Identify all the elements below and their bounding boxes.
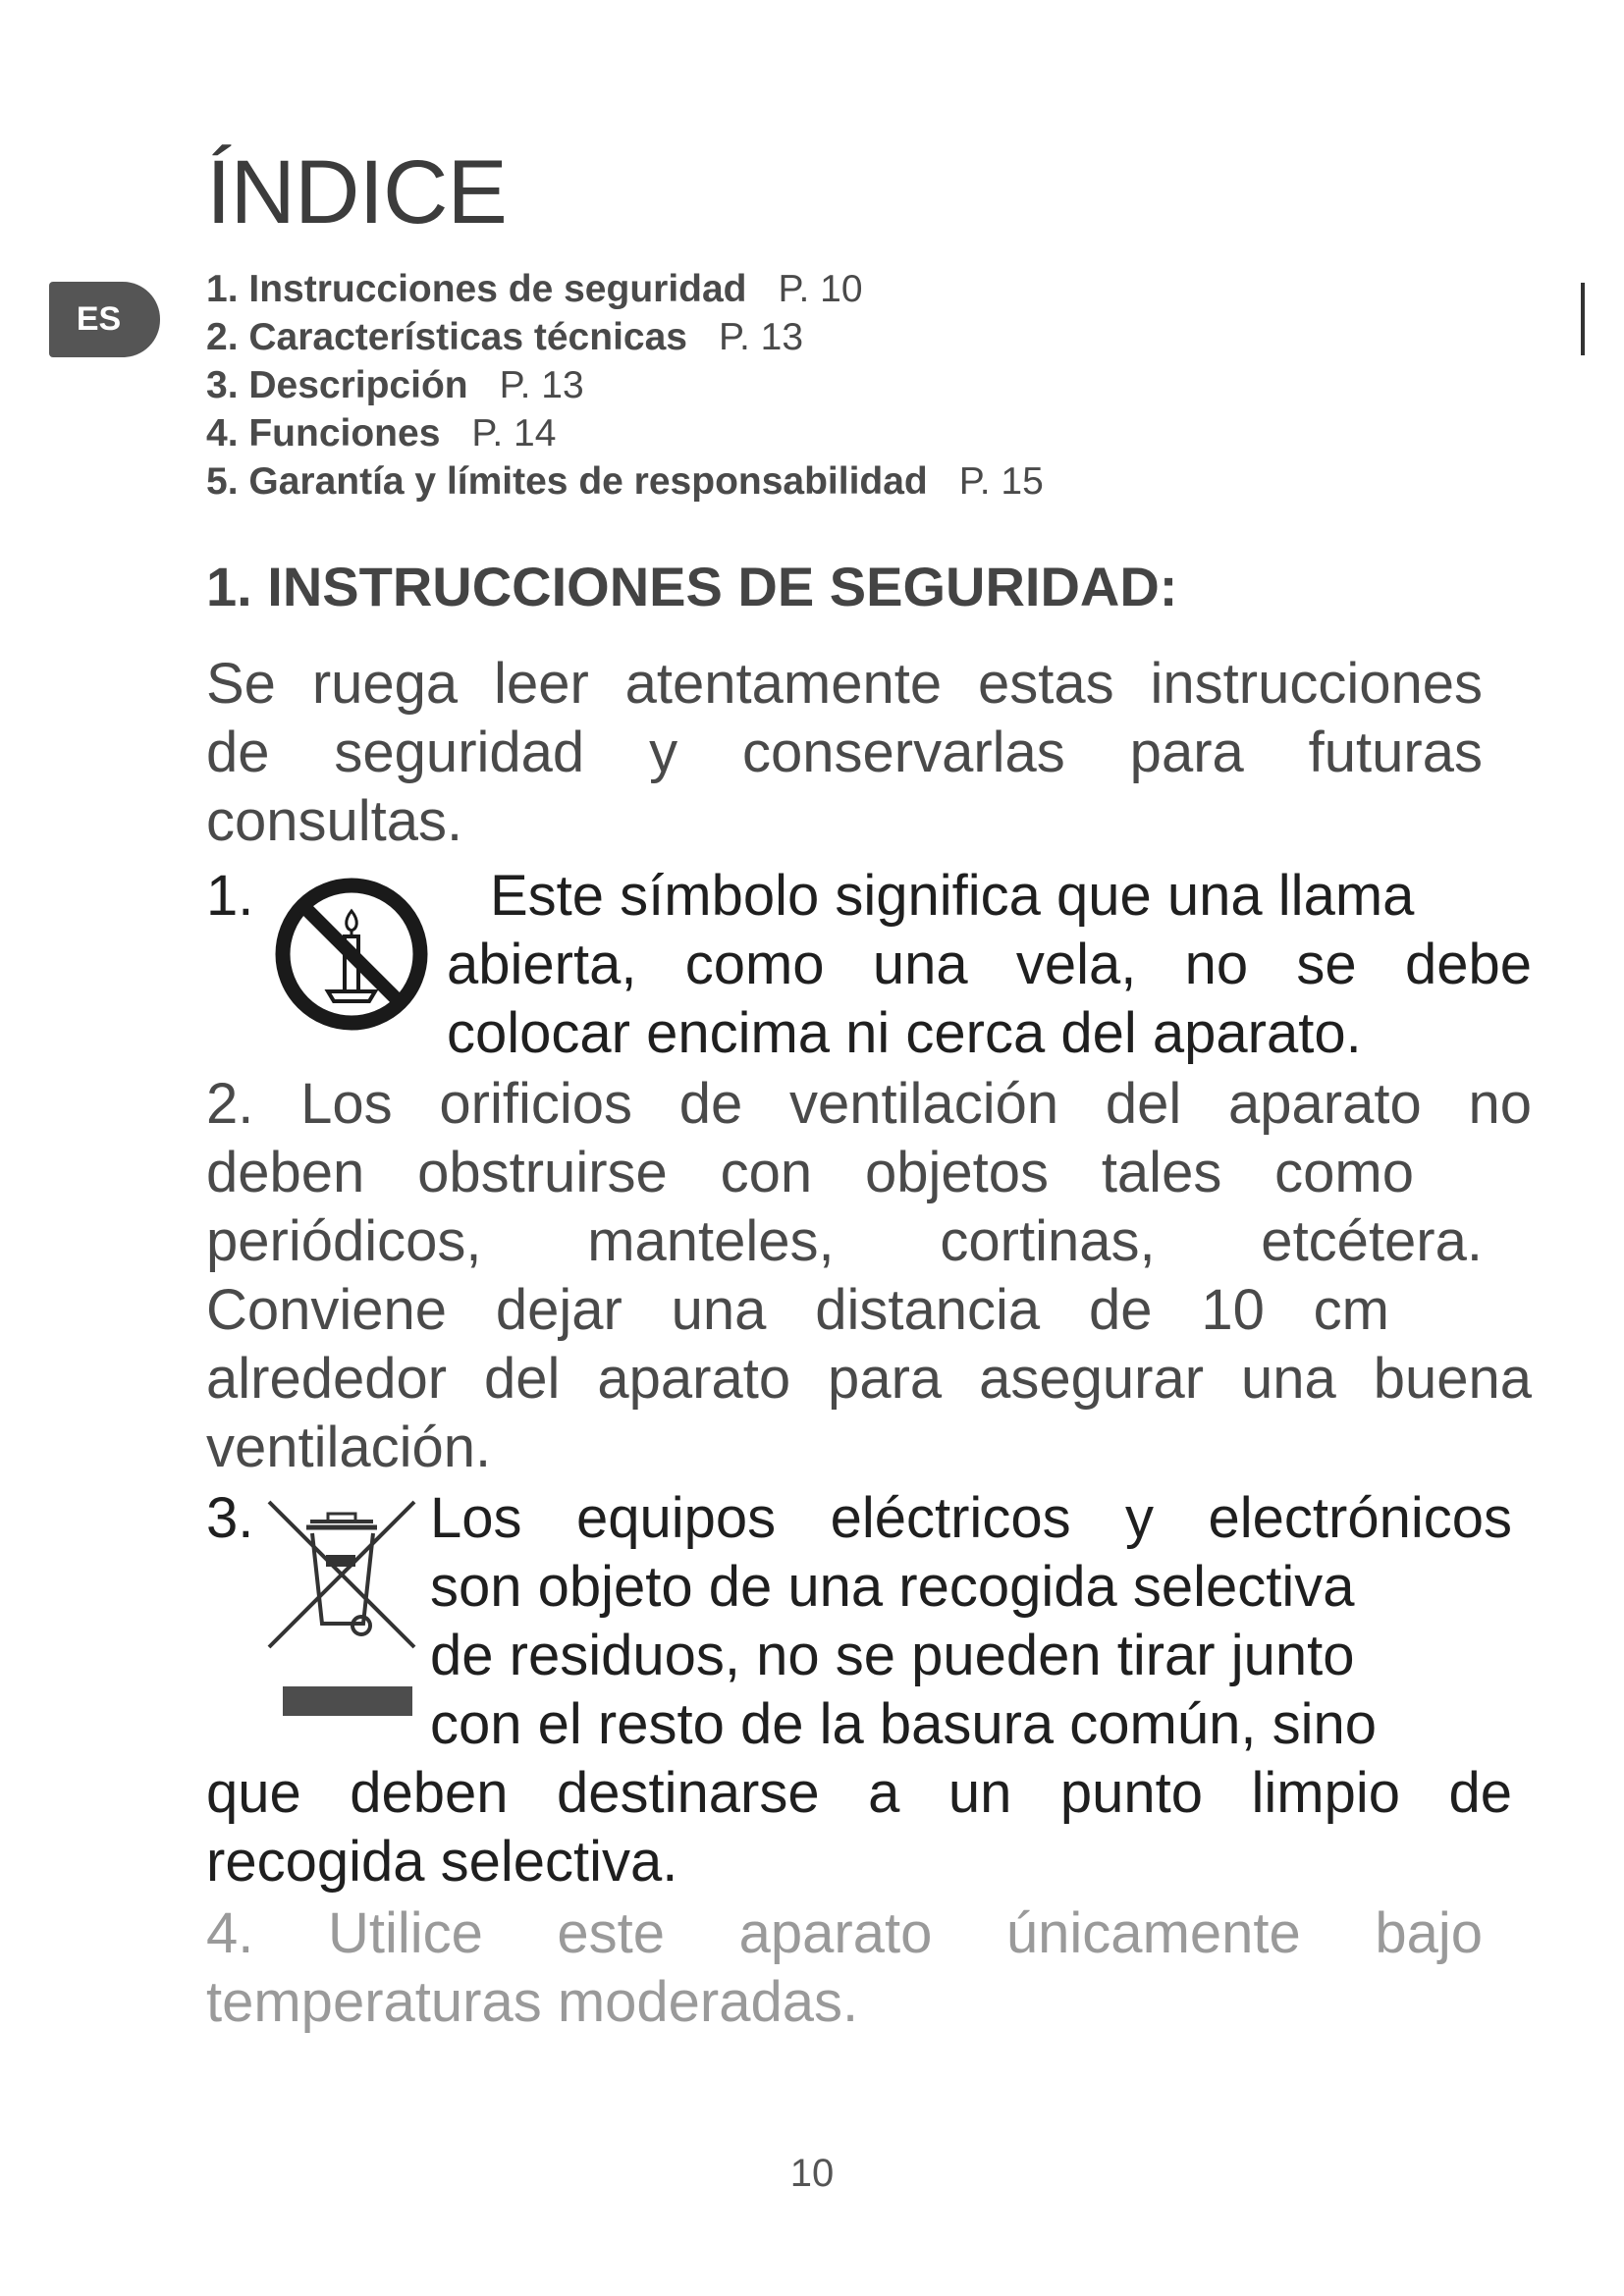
no-open-flame-icon <box>273 876 430 1033</box>
intro-line: de seguridad y conservarlas para futuras <box>206 721 1483 784</box>
item-line: periódicos, manteles, cortinas, etcétera. <box>206 1209 1483 1273</box>
intro-line: Se ruega leer atentamente estas instrucciones <box>206 652 1483 716</box>
toc-item-page: P. 10 <box>778 268 863 310</box>
item-line: recogida selectiva. <box>206 1830 678 1894</box>
toc-item-label: 3. Descripción <box>206 364 468 406</box>
toc-item[interactable] <box>206 265 1044 313</box>
language-tab: ES <box>49 282 160 357</box>
intro-paragraph <box>206 650 1483 856</box>
item-line: temperaturas moderadas. <box>206 1970 859 2034</box>
toc-item-label: 5. Garantía y límites de responsabilidad <box>206 460 928 503</box>
item-line: son objeto de una recogida selectiva <box>430 1555 1355 1619</box>
safety-item-1 <box>206 862 1532 1068</box>
section-heading: 1. INSTRUCCIONES DE SEGURIDAD: <box>206 556 1178 617</box>
toc-item[interactable] <box>206 361 1044 409</box>
toc-item-label: 1. Instrucciones de seguridad <box>206 268 747 310</box>
side-rule <box>1581 283 1585 355</box>
item-line: que deben destinarse a un punto limpio de <box>206 1761 1512 1825</box>
item-text <box>447 862 1532 1068</box>
item-line: con el resto de la basura común, sino <box>430 1692 1377 1756</box>
safety-item-2 <box>206 1070 1532 1482</box>
item-continuation <box>206 1759 1512 1896</box>
intro-line: consultas. <box>206 789 463 853</box>
page-title: ÍNDICE <box>206 142 507 242</box>
toc-item-page: P. 14 <box>471 412 557 454</box>
item-line: Este símbolo significa que una llama <box>490 864 1415 928</box>
toc-item-page: P. 15 <box>958 460 1044 503</box>
item-line: alrededor del aparato para asegurar una buena <box>206 1347 1532 1411</box>
item-number: 3. <box>206 1486 254 1550</box>
item-text <box>430 1484 1512 1759</box>
item-line: Los equipos eléctricos y electrónicos <box>430 1486 1512 1550</box>
toc-item-page: P. 13 <box>718 316 804 358</box>
item-line: de residuos, no se pueden tirar junto <box>430 1624 1355 1687</box>
item-line: ventilación. <box>206 1415 492 1479</box>
item-number: 1. <box>206 864 254 928</box>
item-line: 2. Los orificios de ventilación del aparato no <box>206 1072 1532 1136</box>
safety-item-3 <box>206 1484 1512 1896</box>
item-line: colocar encima ni cerca del aparato. <box>447 1001 1362 1065</box>
item-line: 4. Utilice este aparato únicamente bajo <box>206 1901 1483 1965</box>
item-line: deben obstruirse con objetos tales como <box>206 1141 1414 1204</box>
toc-item[interactable] <box>206 313 1044 361</box>
toc-item[interactable] <box>206 457 1044 506</box>
crossed-out-wheelie-bin-icon <box>263 1494 420 1720</box>
safety-item-4 <box>206 1899 1483 2037</box>
toc-item-label: 2. Características técnicas <box>206 316 687 358</box>
table-of-contents <box>206 265 1044 506</box>
toc-item-label: 4. Funciones <box>206 412 441 454</box>
item-line: abierta, como una vela, no se debe <box>447 933 1532 996</box>
item-line: Conviene dejar una distancia de 10 cm <box>206 1278 1389 1342</box>
page-number: 10 <box>789 2152 835 2195</box>
toc-item[interactable] <box>206 409 1044 457</box>
toc-item-page: P. 13 <box>499 364 584 406</box>
